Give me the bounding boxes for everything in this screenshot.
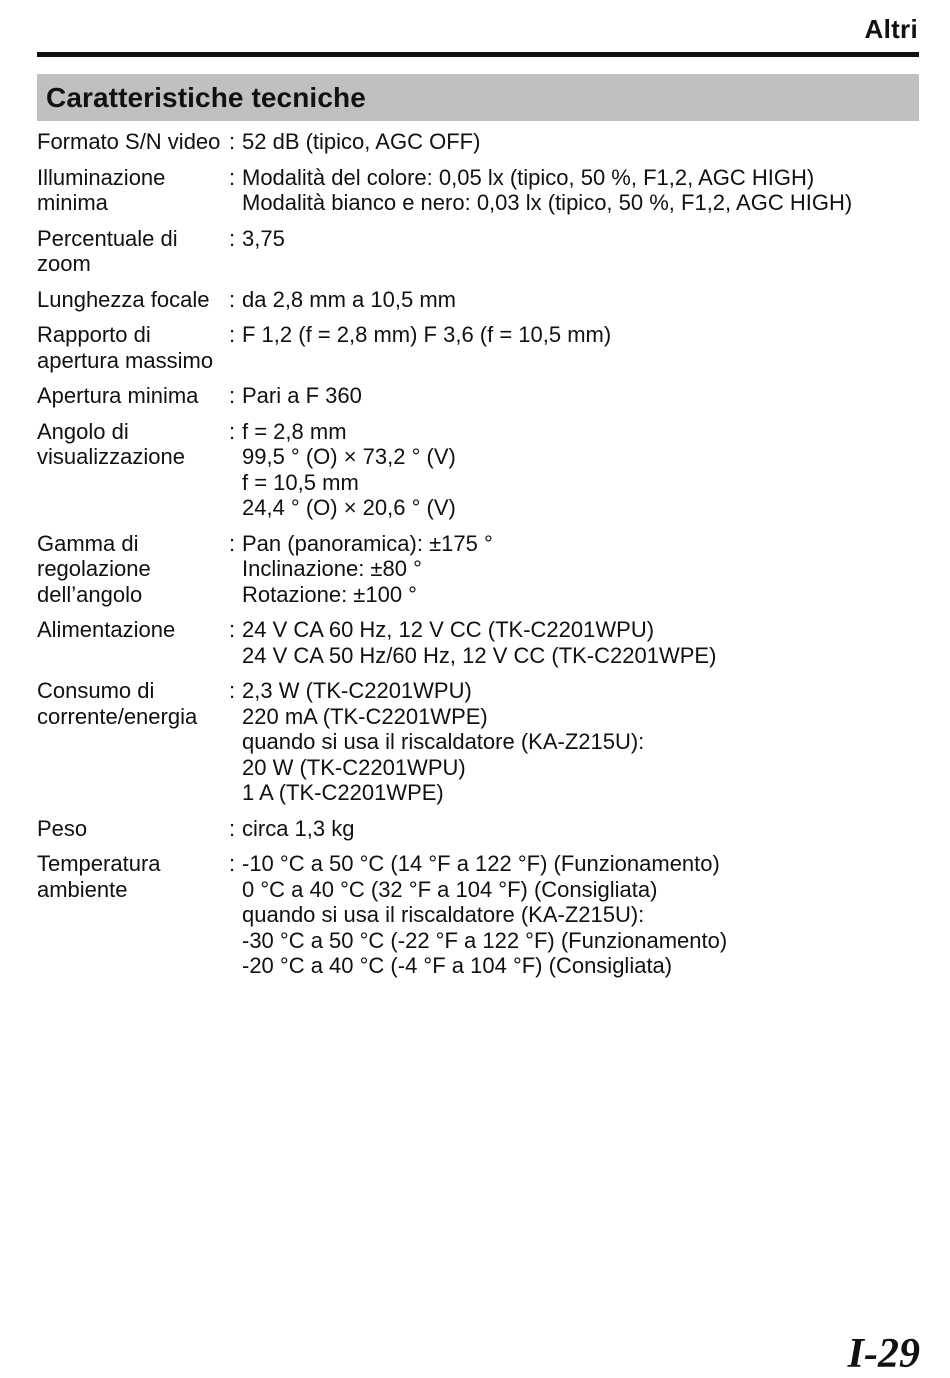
spec-value: Inclinazione: ±80 °: [242, 556, 422, 581]
spec-colon: :: [229, 129, 236, 154]
spec-value: Pan (panoramica): ±175 °: [242, 530, 493, 556]
spec-value: f = 2,8 mm: [242, 418, 347, 444]
spec-value: 24 V CA 60 Hz, 12 V CC (TK-C2201WPU): [242, 617, 655, 642]
spec-value: F 1,2 (f = 2,8 mm) F 3,6 (f = 10,5 mm): [242, 322, 612, 347]
spec-row: [37, 816, 927, 842]
spec-value: -20 °C a 40 °C (-4 °F a 104 °F) (Consigliata): [242, 953, 673, 978]
title-band: [37, 74, 919, 121]
spec-value: circa 1,3 kg: [242, 815, 355, 841]
spec-row: [37, 419, 927, 521]
spec-value: Pari a F 360: [242, 383, 362, 408]
spec-value: 24 V CA 50 Hz/60 Hz, 12 V CC (TK-C2201WPE): [242, 642, 717, 668]
header-rule: [37, 52, 919, 57]
spec-row: [37, 851, 927, 979]
spec-colon: :: [229, 418, 236, 444]
spec-value: 52 dB (tipico, AGC OFF): [242, 129, 481, 154]
page-title: Caratteristiche tecniche: [46, 82, 366, 113]
spec-colon: :: [229, 286, 236, 312]
spec-row: [37, 678, 927, 806]
spec-label: Rapporto di apertura massimo: [37, 322, 214, 373]
page-number: I-29: [847, 1331, 920, 1377]
spec-values: [242, 226, 927, 277]
section-header: Altri: [864, 14, 918, 44]
spec-label: Alimentazione: [37, 617, 176, 642]
spec-label: Consumo di corrente/energia: [37, 678, 198, 729]
spec-values: [242, 419, 927, 521]
spec-values: [242, 531, 927, 608]
spec-label: Lunghezza focale: [37, 286, 210, 312]
spec-values: [242, 816, 927, 842]
spec-values: [242, 129, 927, 155]
spec-values: [242, 851, 927, 979]
spec-row: [37, 165, 927, 216]
spec-value: 1 A (TK-C2201WPE): [242, 780, 444, 805]
spec-value: da 2,8 mm a 10,5 mm: [242, 286, 456, 312]
spec-value: 3,75: [242, 225, 285, 251]
spec-row: [37, 617, 927, 668]
spec-value: quando si usa il riscaldatore (KA-Z215U):: [242, 729, 645, 754]
spec-values: [242, 322, 927, 373]
spec-list: [37, 129, 927, 989]
spec-value: Rotazione: ±100 °: [242, 581, 417, 607]
spec-value: Modalità del colore: 0,05 lx (tipico, 50 %, F1,2, AGC HIGH): [242, 164, 815, 190]
spec-row: [37, 287, 927, 313]
spec-value: Modalità bianco e nero: 0,03 lx (tipico, 50 %, F1,2, AGC HIGH): [242, 190, 853, 215]
spec-colon: :: [229, 383, 236, 408]
spec-label: Angolo di visualizzazione: [37, 418, 185, 469]
spec-value: quando si usa il riscaldatore (KA-Z215U):: [242, 902, 645, 927]
spec-colon: :: [229, 530, 236, 556]
spec-value: 24,4 ° (O) × 20,6 ° (V): [242, 495, 456, 520]
spec-colon: :: [229, 225, 236, 251]
spec-row: [37, 383, 927, 409]
spec-row: [37, 226, 927, 277]
spec-label: Peso: [37, 815, 88, 841]
spec-colon: :: [229, 164, 236, 190]
spec-colon: :: [229, 815, 236, 841]
spec-colon: :: [229, 322, 236, 347]
spec-row: [37, 129, 927, 155]
spec-value: 0 °C a 40 °C (32 °F a 104 °F) (Consigliata): [242, 876, 658, 902]
spec-value: -30 °C a 50 °C (-22 °F a 122 °F) (Funzionamento): [242, 927, 728, 953]
spec-label: Gamma di regolazione dell’angolo: [37, 530, 151, 607]
spec-colon: :: [229, 617, 236, 642]
spec-label: Apertura minima: [37, 383, 199, 408]
spec-label: Temperatura ambiente: [37, 851, 161, 902]
spec-value: 2,3 W (TK-C2201WPU): [242, 678, 472, 703]
spec-values: [242, 287, 927, 313]
spec-colon: :: [229, 678, 236, 703]
spec-label: Percentuale di zoom: [37, 225, 178, 276]
spec-colon: :: [229, 851, 236, 876]
spec-value: 20 W (TK-C2201WPU): [242, 754, 466, 780]
spec-row: [37, 531, 927, 608]
spec-value: 220 mA (TK-C2201WPE): [242, 703, 488, 729]
spec-value: 99,5 ° (O) × 73,2 ° (V): [242, 444, 456, 469]
spec-label: Formato S/N video: [37, 129, 221, 154]
spec-label: Illuminazione minima: [37, 164, 166, 215]
spec-value: -10 °C a 50 °C (14 °F a 122 °F) (Funzionamento): [242, 851, 720, 876]
spec-values: [242, 617, 927, 668]
spec-values: [242, 678, 927, 806]
spec-values: [242, 165, 927, 216]
spec-row: [37, 322, 927, 373]
spec-value: f = 10,5 mm: [242, 469, 359, 495]
spec-values: [242, 383, 927, 409]
